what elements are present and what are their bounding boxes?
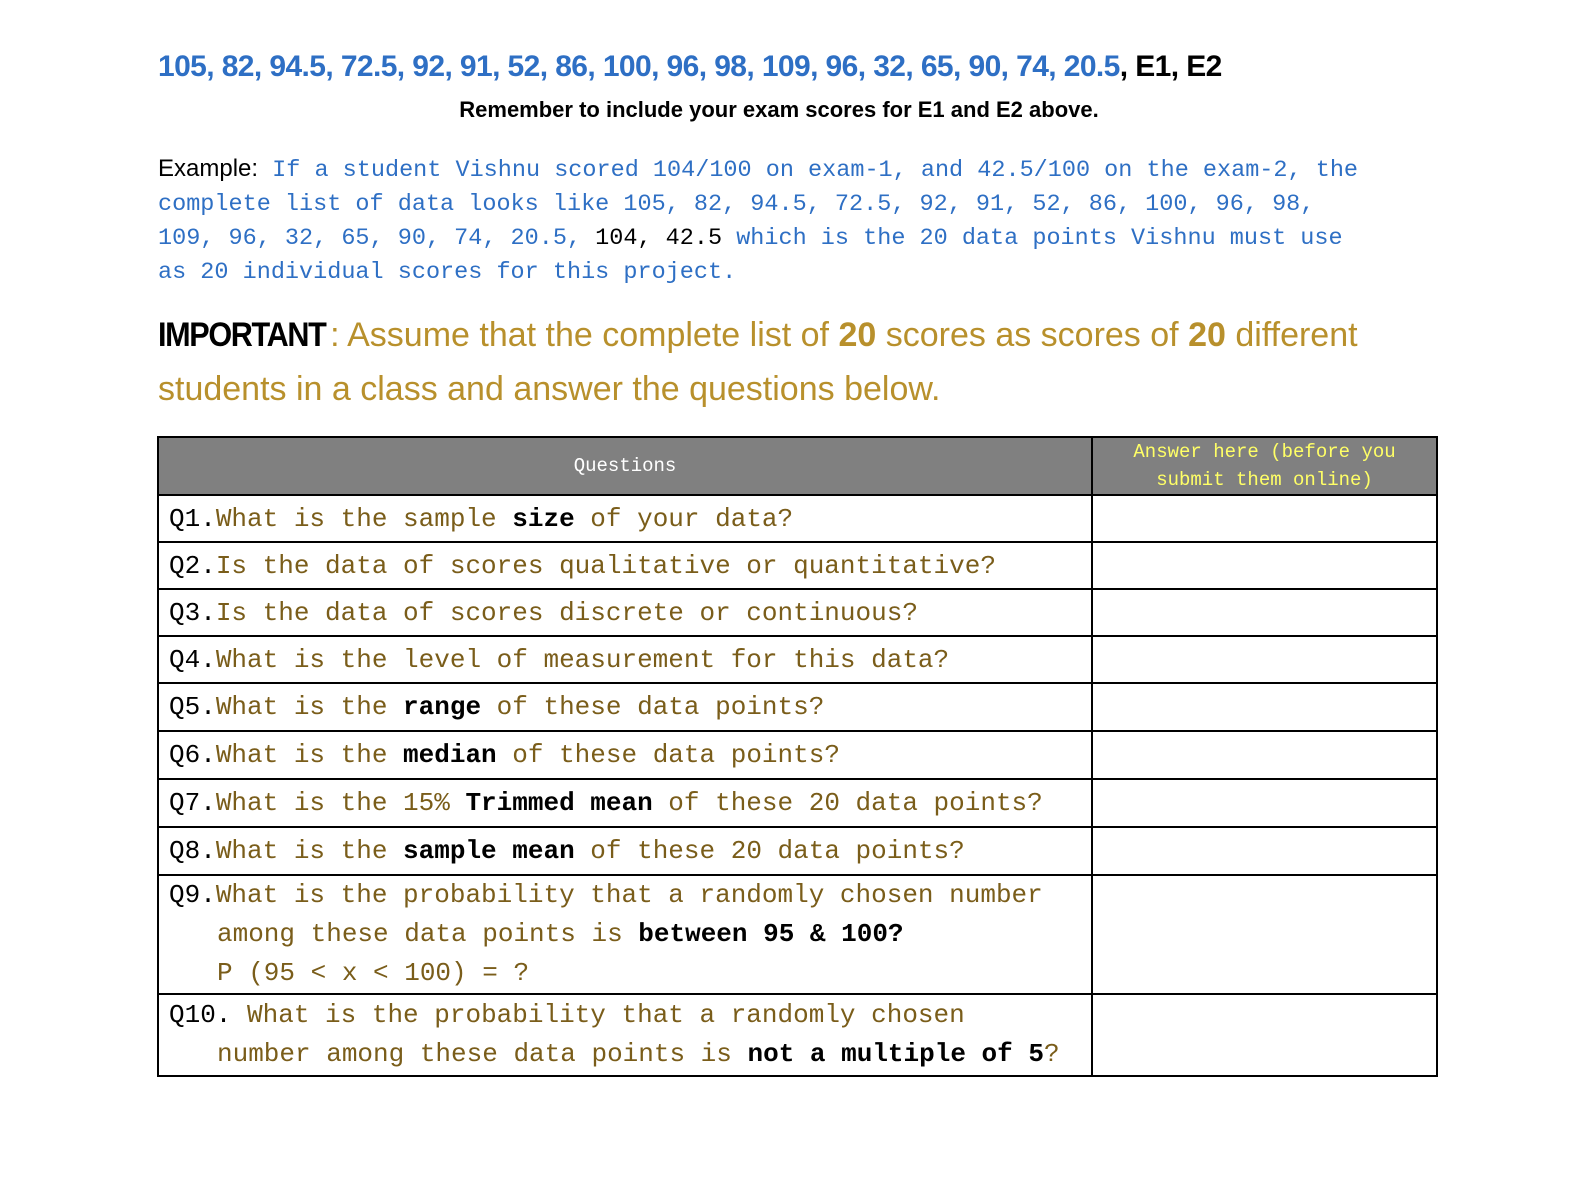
question-q3 [158, 589, 1092, 636]
answer-cell-q5[interactable] [1092, 683, 1437, 731]
question-line-2 [169, 1035, 1091, 1074]
question-text: among these data points is [217, 919, 639, 949]
answer-header-line2: submit them online) [1156, 469, 1373, 491]
question-line-3: P (95 < x < 100) = ? [217, 958, 530, 988]
given-scores: 105, 82, 94.5, 72.5, 92, 91, 52, 86, 100, 96, 98, 109, 96, 32, 65, 90, 74, 20.5 [158, 50, 1120, 83]
question-keyword: Trimmed mean [465, 788, 653, 818]
important-count-2: 20 [1188, 316, 1226, 354]
question-q7 [158, 779, 1092, 827]
question-text: of these 20 data points? [574, 836, 965, 866]
score-separator: , [1119, 50, 1136, 83]
question-number: Q9. [169, 880, 216, 910]
answer-cell-q4[interactable] [1092, 636, 1437, 683]
table-row-q5 [158, 683, 1437, 731]
question-text: What is the probability that a randomly chosen [231, 1000, 965, 1030]
question-q10 [158, 994, 1092, 1076]
important-text-1: Assume that the complete list of [347, 316, 839, 354]
example-exam-scores: 104, 42.5 [595, 225, 723, 252]
table-row-q3 [158, 589, 1437, 636]
question-q1 [158, 495, 1092, 542]
question-number: Q1. [169, 503, 216, 534]
example-label: Example: [158, 155, 259, 182]
important-text-3: different students in a class and answer the questions below. [158, 316, 1358, 408]
answer-column-header [1092, 437, 1437, 495]
question-q6 [158, 731, 1092, 779]
answer-cell-q1[interactable] [1092, 495, 1437, 542]
table-row-q8 [158, 827, 1437, 875]
table-row-q10 [158, 994, 1437, 1076]
questions-column-header: Questions [158, 437, 1092, 495]
question-text: of these data points? [481, 692, 825, 722]
question-text: What is the 15% [215, 788, 466, 818]
question-q2 [158, 542, 1092, 589]
answer-cell-q10[interactable] [1092, 994, 1437, 1076]
important-text-2: scores as scores of [876, 316, 1189, 354]
question-text: number among these data points is [217, 1039, 748, 1069]
question-text: Is the data of scores discrete or continuous? [215, 597, 918, 628]
table-header-row [158, 437, 1437, 495]
question-q8 [158, 827, 1092, 875]
question-line-2 [169, 915, 1091, 954]
table-row-q9 [158, 875, 1437, 994]
question-q9 [158, 875, 1092, 994]
question-number: Q6. [169, 740, 216, 770]
question-keyword: between 95 & 100? [638, 919, 904, 949]
question-text: What is the [215, 836, 404, 866]
table-row-q4 [158, 636, 1437, 683]
question-text: What is the level of measurement for this data? [215, 644, 950, 675]
answer-cell-q6[interactable] [1092, 731, 1437, 779]
question-q5 [158, 683, 1092, 731]
reminder-note: Remember to include your exam scores for E1 and E2 above. [459, 97, 1099, 122]
questions-table [157, 436, 1438, 1077]
question-number: Q4. [169, 644, 216, 675]
question-text: ? [1043, 1039, 1060, 1069]
important-count-1: 20 [838, 316, 877, 354]
question-number: Q7. [169, 788, 216, 818]
question-text: of these data points? [496, 740, 840, 770]
question-number: Q3. [169, 597, 216, 628]
answer-cell-q7[interactable] [1092, 779, 1437, 827]
important-colon: : [330, 316, 348, 354]
example-text-part2: which is the 20 data points Vishnu must use as 20 individual scores for this project. [158, 225, 1343, 286]
important-label: IMPORTANT [158, 316, 326, 354]
question-q4 [158, 636, 1092, 683]
question-text: What is the probability that a randomly chosen number [215, 880, 1043, 910]
example-paragraph [158, 152, 1418, 290]
table-row-q2 [158, 542, 1437, 589]
answer-cell-q2[interactable] [1092, 542, 1437, 589]
important-instruction [158, 308, 1428, 416]
question-text: What is the [215, 740, 404, 770]
question-number: Q10. [169, 1000, 232, 1030]
table-row-q1 [158, 495, 1437, 542]
answer-cell-q3[interactable] [1092, 589, 1437, 636]
table-row-q6 [158, 731, 1437, 779]
question-text: of your data? [574, 503, 794, 534]
question-number: Q8. [169, 836, 216, 866]
question-keyword: range [403, 692, 482, 722]
question-text: What is the [215, 692, 404, 722]
exam-placeholders: E1, E2 [1135, 50, 1222, 83]
example-text-part1: If a student Vishnu scored 104/100 on exam-1, and 42.5/100 on the exam-2, the complete list of data looks like 105, 82, 94.5, 72.5, 92, 91, 52, 86, 100, 96, 98, 109, 96, 32, 65, 90, 74, 20.5, [158, 157, 1359, 252]
answer-header-line1: Answer here (before you [1133, 441, 1396, 463]
question-text: of these 20 data points? [652, 788, 1043, 818]
answer-cell-q8[interactable] [1092, 827, 1437, 875]
question-keyword: sample mean [403, 836, 575, 866]
question-text: Is the data of scores qualitative or quantitative? [215, 550, 996, 581]
question-keyword: size [512, 503, 575, 534]
score-list [158, 50, 1458, 84]
table-row-q7 [158, 779, 1437, 827]
question-number: Q5. [169, 692, 216, 722]
answer-cell-q9[interactable] [1092, 875, 1437, 994]
question-number: Q2. [169, 550, 216, 581]
question-keyword: not a multiple of 5 [747, 1039, 1044, 1069]
question-text: What is the sample [215, 503, 513, 534]
question-keyword: median [403, 740, 497, 770]
